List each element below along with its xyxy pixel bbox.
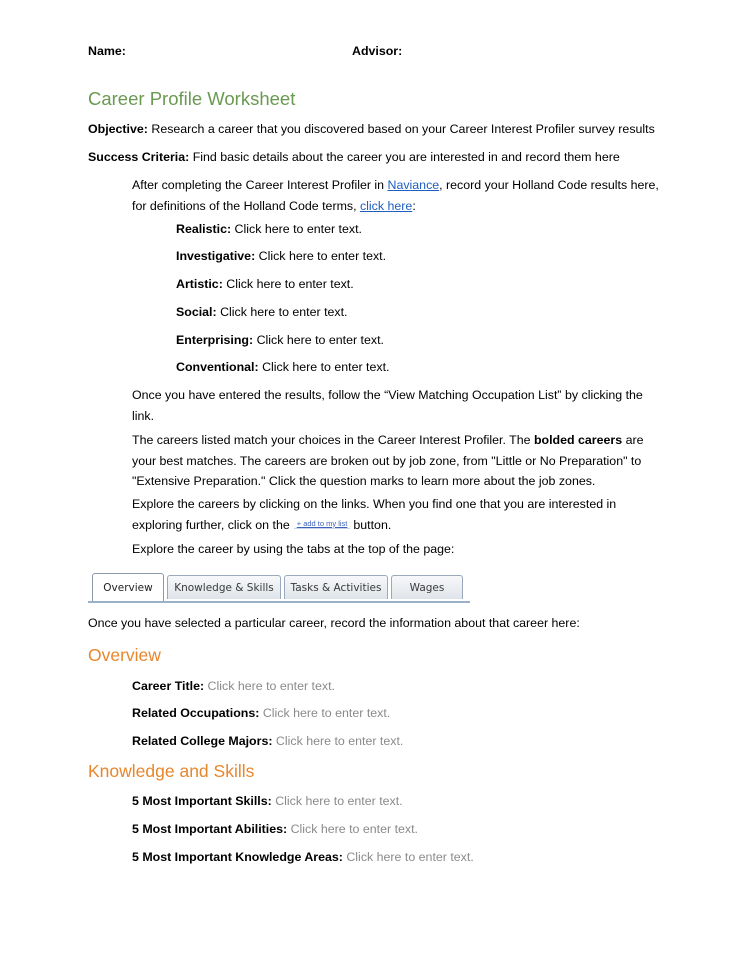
careers-paragraph: The careers listed match your choices in the Career Interest Profiler. The bolded careers are your best matches. The careers are broken out by job zone, from "Little or No Preparation" to "Extensive Preparation." Click the question marks to learn more about the job zones.: [132, 433, 644, 488]
skills-field[interactable]: 5 Most Important Skills: Click here to enter text.: [132, 794, 403, 808]
intro-paragraph: After completing the Career Interest Profiler in Naviance, record your Holland Code results here, for definitions of the Holland Code terms, click here:: [132, 178, 659, 213]
objective-line: Objective: Research a career that you discovered based on your Career Interest Profiler survey results: [88, 122, 655, 136]
tab-knowledge-skills[interactable]: Knowledge & Skills: [167, 575, 281, 599]
career-title-field[interactable]: Career Title: Click here to enter text.: [132, 679, 335, 693]
holland-artistic[interactable]: Artistic: Click here to enter text.: [176, 277, 354, 291]
related-majors-field[interactable]: Related College Majors: Click here to enter text.: [132, 734, 404, 748]
holland-enterprising[interactable]: Enterprising: Click here to enter text.: [176, 333, 384, 347]
abilities-field[interactable]: 5 Most Important Abilities: Click here to enter text.: [132, 822, 418, 836]
holland-social[interactable]: Social: Click here to enter text.: [176, 305, 348, 319]
knowledge-areas-field[interactable]: 5 Most Important Knowledge Areas: Click here to enter text.: [132, 850, 474, 864]
page-title: Career Profile Worksheet: [88, 88, 296, 109]
record-instruction: Once you have selected a particular career, record the information about that career here:: [88, 616, 580, 630]
holland-conventional[interactable]: Conventional: Click here to enter text.: [176, 360, 390, 374]
related-occupations-field[interactable]: Related Occupations: Click here to enter text.: [132, 706, 391, 720]
success-criteria-line: Success Criteria: Find basic details about the career you are interested in and record them here: [88, 150, 620, 164]
tab-overview[interactable]: Overview: [92, 573, 164, 601]
tab-wages[interactable]: Wages: [391, 575, 463, 599]
career-tabs-image: [88, 573, 470, 603]
click-here-link[interactable]: click here: [359, 198, 413, 213]
holland-investigative[interactable]: Investigative: Click here to enter text.: [176, 249, 387, 263]
tabs-instruction: Explore the career by using the tabs at the top of the page:: [132, 542, 455, 556]
naviance-link[interactable]: Naviance: [387, 178, 440, 192]
knowledge-heading: Knowledge and Skills: [88, 761, 255, 781]
follow-link-paragraph: Once you have entered the results, follow the “View Matching Occupation List” by clicking the link.: [132, 388, 643, 423]
name-label: Name:: [88, 44, 126, 58]
advisor-label: Advisor:: [352, 44, 403, 58]
tab-tasks-activities[interactable]: Tasks & Activities: [284, 575, 388, 599]
holland-realistic[interactable]: Realistic: Click here to enter text.: [176, 222, 362, 236]
add-to-my-list-button[interactable]: + add to my list: [294, 519, 351, 529]
explore-paragraph: Explore the careers by clicking on the links. When you find one that you are interested in exploring further, click on the + add to my list button.: [132, 497, 617, 532]
overview-heading: Overview: [88, 645, 161, 665]
